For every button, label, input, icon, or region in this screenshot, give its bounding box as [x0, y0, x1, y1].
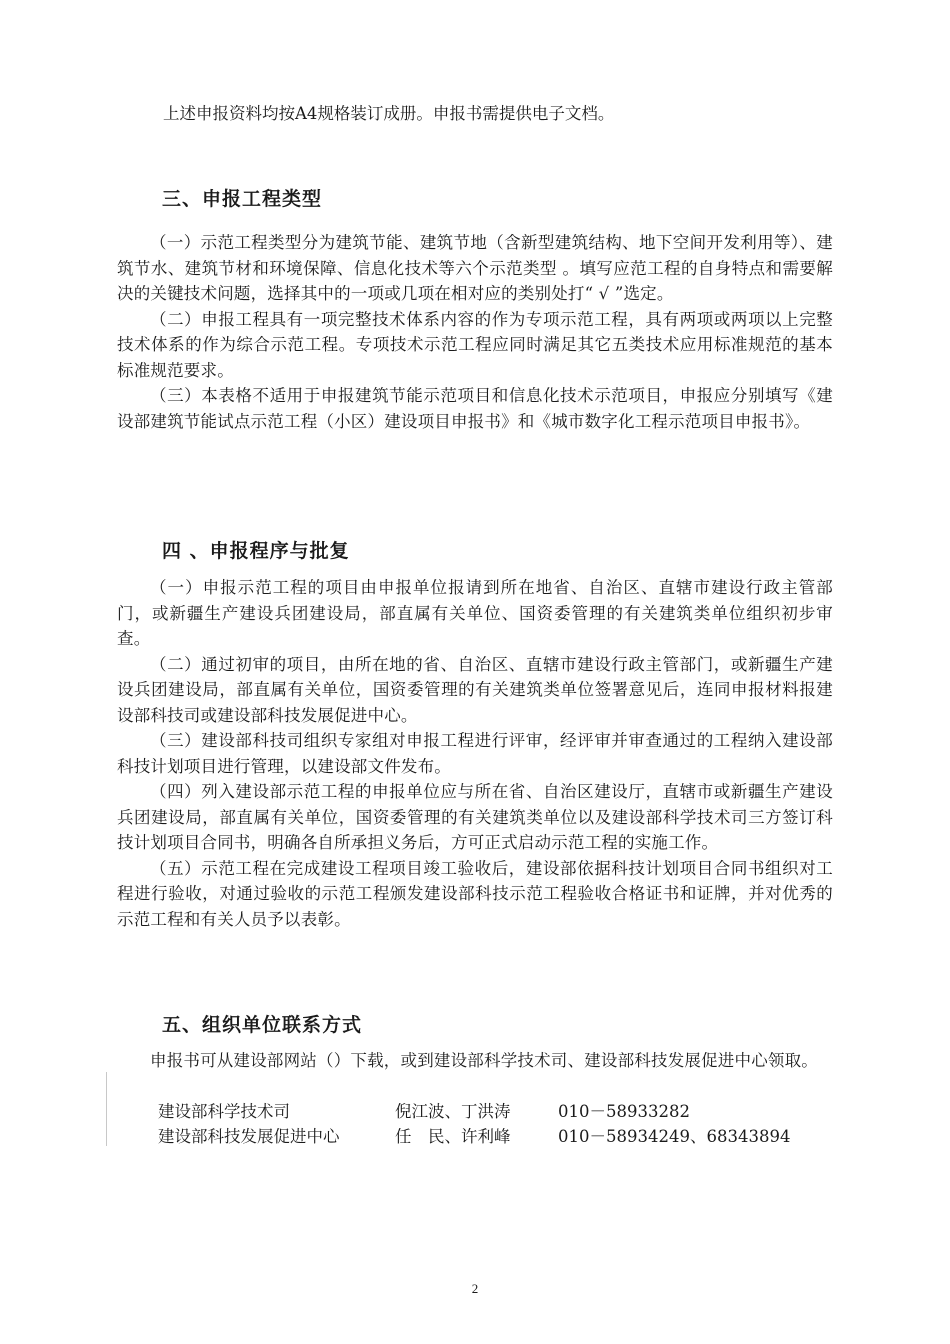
- section-4-heading: 四 、申报程序与批复: [162, 540, 350, 562]
- section-3-body: [117, 230, 833, 434]
- section-3-paragraph-1: （一）示范工程类型分为建筑节能、建筑节地（含新型建筑结构、地下空间开发利用等）、建筑节水、建筑节材和环境保障、信息化技术等六个示范类型 。填写应范工程的自身特点和需要解决的关键技术问题，选择其中的一项或几项在相对应的类别处打“ √ ”选定。: [117, 233, 833, 303]
- contact-org: 建设部科技发展促进中心: [158, 1127, 340, 1146]
- section-5-heading: 五、组织单位联系方式: [162, 1014, 363, 1036]
- section-4-paragraph-5: （五）示范工程在完成建设工程项目竣工验收后，建设部依据科技计划项目合同书组织对工程进行验收，对通过验收的示范工程颁发建设部科技示范工程验收合格证书和证牌，并对优秀的示范工程和有关人员予以表彰。: [117, 858, 833, 929]
- contact-phone: 010－58933282: [558, 1102, 690, 1121]
- contact-person: 任 民、许利峰: [395, 1127, 511, 1146]
- section-4-paragraph-1: （一）申报示范工程的项目由申报单位报请到所在地省、自治区、直辖市建设行政主管部门，或新疆生产建设兵团建设局，部直属有关单位、国资委管理的有关建筑类单位组织初步审查。: [117, 578, 833, 648]
- page-number: 2: [471, 1281, 479, 1296]
- section-3-paragraph-3: （三）本表格不适用于申报建筑节能示范项目和信息化技术示范项目，申报应分别填写《建设部建筑节能试点示范工程（小区）建设项目申报书》和《城市数字化工程示范项目申报书》。: [117, 386, 833, 431]
- section-4-paragraph-4: （四）列入建设部示范工程的申报单位应与所在省、自治区建设厅，直辖市或新疆生产建设兵团建设局，部直属有关单位，国资委管理的有关建筑类单位以及建设部科学技术司三方签订科技计划项目合同书，明确各自所承担义务后，方可正式启动示范工程的实施工作。: [117, 782, 833, 852]
- section-3-paragraph-2: （二）申报工程具有一项完整技术体系内容的作为专项示范工程，具有两项或两项以上完整技术体系的作为综合示范工程。专项技术示范工程应同时满足其它五类技术应用标准规范的基本标准规范要求。: [117, 309, 833, 380]
- intro-line: 上述申报资料均按A4规格装订成册。申报书需提供电子文档。: [163, 104, 615, 123]
- contact-phone: 010－58934249、68343894: [558, 1127, 791, 1146]
- section-4-paragraph-2: （二）通过初审的项目，由所在地的省、自治区、直辖市建设行政主管部门，或新疆生产建设兵团建设局，部直属有关单位，国资委管理的有关建筑类单位签署意见后，连同申报材料报建设部科技司或建设部科技发展促进中心。: [117, 654, 833, 725]
- contact-person: 倪江波、丁洪涛: [395, 1102, 511, 1121]
- section-5-body: [117, 1048, 833, 1074]
- contact-org: 建设部科学技术司: [158, 1102, 290, 1121]
- margin-bar: [106, 1072, 107, 1146]
- section-4-body: [117, 575, 833, 932]
- section-4-paragraph-3: （三）建设部科技司组织专家组对申报工程进行评审，经评审并审查通过的工程纳入建设部科技计划项目进行管理，以建设部文件发布。: [117, 731, 833, 776]
- section-3-heading: 三、申报工程类型: [162, 188, 323, 210]
- section-5-paragraph: 申报书可从建设部网站（）下载，或到建设部科学技术司、建设部科技发展促进中心领取。: [150, 1051, 818, 1070]
